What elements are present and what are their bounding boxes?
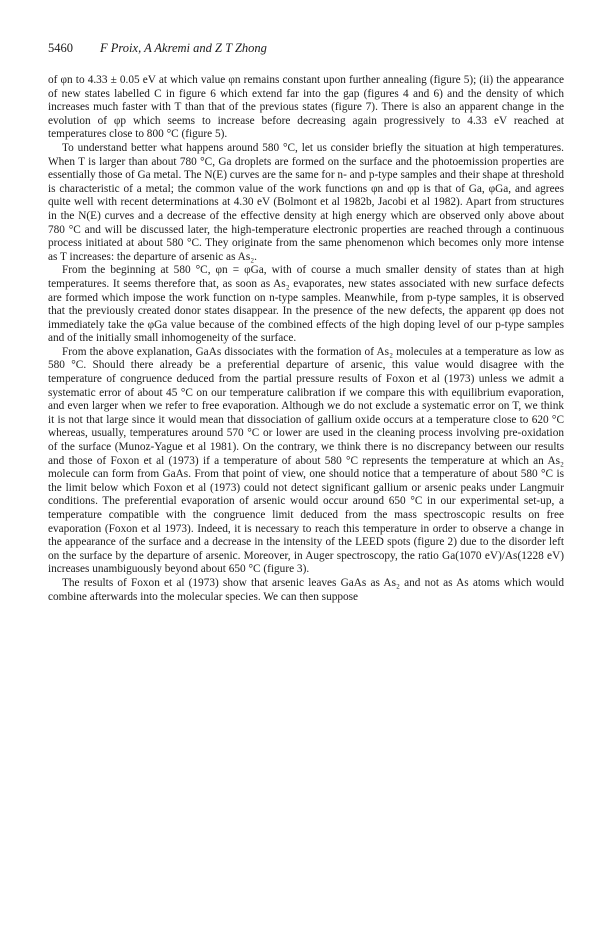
paragraph: From the above explanation, GaAs dissociates with the formation of As₂ molecules at a temperature as low as 580 °C. Should there already be a preferential departure of arsenic, this value would disagree with the temperature of congruence deduced from the partial pressure results of Foxon et al (1973) unless we admit a systematic error of about 45 °C on our temperature calibration if we compare this with equilibrium evaporation, and even larger when we refer to free evaporation. Although we do not exclude a systematic error on T, we think it is not that large since it would mean that dissociation of gallium oxide occurs at a temperature close to 620 °C whereas, usually, temperatures around 570 °C or lower are used in the cleaning process involving pre-oxidation of the surface (Munoz-Yague et al 1981). On the contrary, we think there is no discrepancy between our results and those of Foxon et al (1973) if a temperature of about 580 °C represents the temperature at which an As₂ molecule can form from GaAs. From that point of view, one should notice that a temperature of about 580 °C is the limit below which Foxon et al (1973) could not detect significant gallium or arsenic peaks under Langmuir conditions. The preferential evaporation of arsenic would occur around 650 °C in our experimental set-up, a temperature compatible with the congruence limit deduced from the mass spectroscopic results on free evaporation (Foxon et al 1973). Indeed, it is necessary to reach this temperature in order to observe a change in the appearance of the surface and a decrease in the intensity of the LEED spots (figure 2) due to the disorder left on the surface by the departure of arsenic. Moreover, in Auger spectroscopy, the ratio Ga(1070 eV)/As(1228 eV) increases unambiguously beyond about 650 °C (figure 3).	[48, 345, 564, 576]
paragraph: From the beginning at 580 °C, φn = φGa, with of course a much smaller density of states than at high temperatures. It seems therefore that, as soon as As₂ evaporates, new states associated with new surface defects are formed which impose the work function on n-type samples. Meanwhile, from p-type samples, it is observed that the previously created donor states disappear. In the presence of the new defects, the apparent φp does not immediately take the φGa value because of the combined effects of the high doping level of our p-type samples and of the initially small inhomogeneity of the surface.	[48, 264, 564, 345]
page-number: 5460	[48, 41, 73, 55]
running-header	[48, 40, 564, 56]
paragraph: The results of Foxon et al (1973) show that arsenic leaves GaAs as As₂ and not as As atoms which would combine afterwards into the molecular species. We can then suppose	[48, 576, 564, 603]
body-text	[48, 74, 564, 604]
running-head-authors: F Proix, A Akremi and Z T Zhong	[100, 41, 267, 55]
paragraph-continued: of φn to 4.33 ± 0.05 eV at which value φn remains constant upon further annealing (figure 5); (ii) the appearance of new states labelled C in figure 6 which extend far into the gap (figures 4 and 6) and the density of which increases much faster with T than that of the previous states (figure 7). There is also an apparent change in the evolution of φp which seems to increase before decreasing again progressively to 4.33 eV reached at temperatures close to 800 °C (figure 5).	[48, 74, 564, 141]
paragraph: To understand better what happens around 580 °C, let us consider briefly the situation at high temperatures. When T is larger than about 780 °C, Ga droplets are formed on the surface and the photoemission properties are essentially those of Ga metal. The N(E) curves are the same for n- and p-type samples and their shape at threshold is characteristic of a metal; the common value of the work functions φn and φp is that of Ga, φGa, and agrees quite well with recent determinations at 4.30 eV (Bolmont et al 1982b, Jacobi et al 1982). Apart from structures in the N(E) curves and a decrease of the effective density at high energy which are observed only above about 780 °C and will be discussed later, the high-temperature electronic properties are reached through a continuous process initiated at about 580 °C. They originate from the same phenomenon which becomes only more intense as T increases: the departure of arsenic as As₂.	[48, 141, 564, 263]
